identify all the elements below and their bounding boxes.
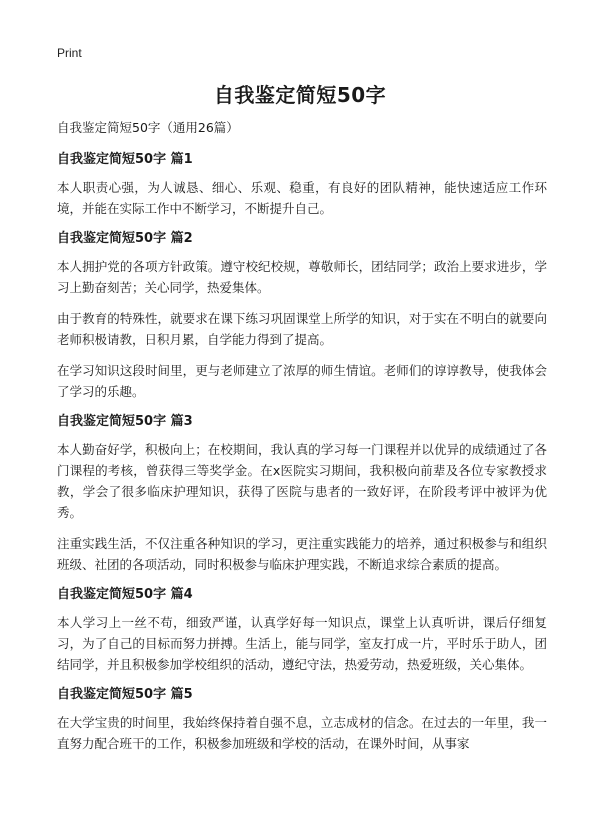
section-2 [57, 229, 547, 402]
section-heading: 自我鉴定简短50字 篇3 [57, 414, 193, 429]
paragraph: 在学习知识这段时间里，更与老师建立了浓厚的师生情谊。老师们的谆谆教导，使我体会了学习的乐趣。 [57, 363, 547, 399]
section-4 [57, 585, 547, 675]
paragraph: 本人拥护党的各项方针政策。遵守校纪校规，尊敬师长，团结同学；政治上要求进步，学习上勤奋刻苦；关心同学，热爱集体。 [57, 259, 547, 295]
section-1 [57, 150, 547, 219]
document-body [57, 118, 547, 764]
page-title: 自我鉴定简短50字 [213, 83, 387, 107]
section-heading: 自我鉴定简短50字 篇1 [57, 152, 193, 167]
paragraph: 本人学习上一丝不苟，细致严谨，认真学好每一知识点，课堂上认真听讲，课后仔细复习，为了自己的目标而努力拼搏。生活上，能与同学，室友打成一片，平时乐于助人，团结同学，并且积极参加学校组织的活动，遵纪守法，热爱劳动，热爱班级，关心集体。 [57, 615, 547, 672]
section-5 [57, 685, 547, 754]
section-heading: 自我鉴定简短50字 篇2 [57, 231, 193, 246]
print-link[interactable]: Print [57, 46, 82, 60]
paragraph: 注重实践生活，不仅注重各种知识的学习，更注重实践能力的培养，通过积极参与和组织班级、社团的各项活动，同时积极参与临床护理实践，不断追求综合素质的提高。 [57, 536, 547, 572]
paragraph: 在大学宝贵的时间里，我始终保持着自强不息，立志成材的信念。在过去的一年里，我一直努力配合班干的工作，积极参加班级和学校的活动，在课外时间，从事家 [57, 715, 547, 751]
document-subtitle: 自我鉴定简短50字（通用26篇） [57, 120, 239, 135]
paragraph: 本人勤奋好学，积极向上；在校期间，我认真的学习每一门课程并以优异的成绩通过了各门课程的考核，曾获得三等奖学金。在x医院实习期间，我积极向前辈及各位专家教授求教，学会了很多临床护理知识，获得了医院与患者的一致好评，在阶段考评中被评为优秀。 [57, 442, 547, 520]
paragraph: 由于教育的特殊性，就要求在课下练习巩固课堂上所学的知识，对于实在不明白的就要向老师积极请教，日积月累，自学能力得到了提高。 [57, 311, 547, 347]
section-3 [57, 412, 547, 575]
section-heading: 自我鉴定简短50字 篇5 [57, 687, 193, 702]
paragraph: 本人职责心强，为人诚恳、细心、乐观、稳重，有良好的团队精神，能快速适应工作环境，并能在实际工作中不断学习，不断提升自己。 [57, 180, 547, 216]
section-heading: 自我鉴定简短50字 篇4 [57, 587, 193, 602]
